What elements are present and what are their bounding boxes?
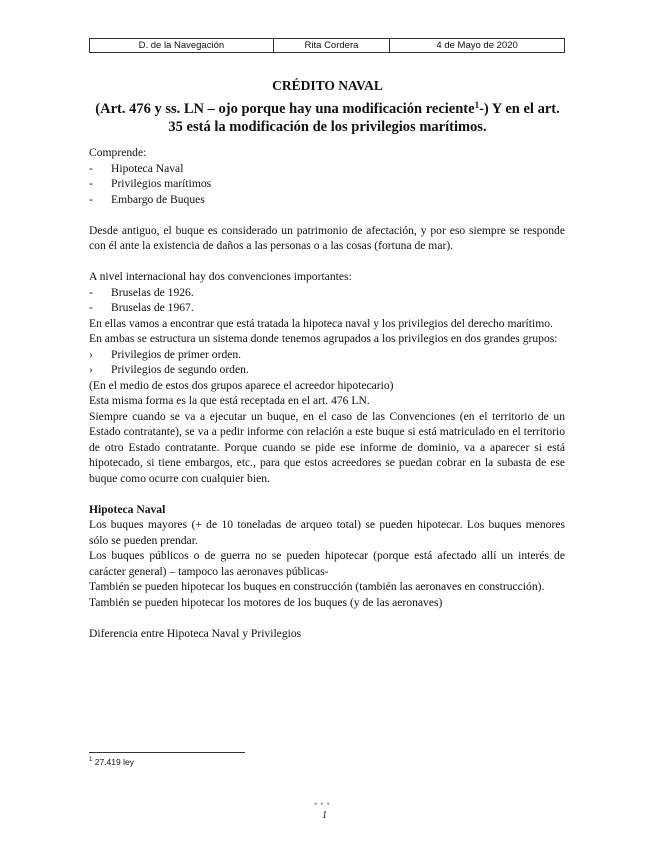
list-item	[89, 285, 565, 301]
page-number: 1	[322, 810, 327, 821]
list-item	[89, 192, 565, 208]
list-item-text: Privilegios marítimos	[111, 177, 212, 190]
footnote-ref[interactable]: 1	[474, 100, 480, 110]
paragraph-medio: (En el medio de estos dos grupos aparece el acreedor hipotecario)	[89, 378, 394, 392]
page-dots-icon: •••	[313, 800, 332, 810]
list-item	[89, 176, 565, 192]
header-date: 4 de Mayo de 2020	[390, 39, 565, 53]
list-item-text: Privilegios de primer orden.	[111, 347, 242, 361]
section-heading-hipoteca: Hipoteca Naval	[89, 502, 166, 516]
paragraph-siempre: Siempre cuando se va a ejecutar un buque, en el caso de las Convenciones (en el territorio de un Estado contratante), se va a pedir informe con relación a este buque si está matriculado en el territorio de otro Estado contratante. Porque cuando se pide ese informe de dominio, va a aparecer si está hipotecado, si tiene embargos, etc., para que estos acreedores se puedan cobrar en la subasta de ese buque como ocurre con cualquier bien.	[89, 409, 565, 485]
list-item-text: Bruselas de 1926.	[111, 285, 194, 299]
bullet-dash: -	[89, 285, 93, 299]
convenciones-heading: A nivel internacional hay dos convenciones importantes:	[89, 270, 352, 283]
paragraph-ellas: En ellas vamos a encontrar que está tratada la hipoteca naval y los privilegios del derecho marítimo.	[89, 316, 553, 330]
list-item-text: Embargo de Buques	[111, 192, 205, 206]
page-title: CRÉDITO NAVAL	[272, 78, 383, 93]
header-author: Rita Cordera	[273, 39, 389, 53]
header-subject: D. de la Navegación	[90, 39, 274, 53]
paragraph-hipoteca-3: También se pueden hipotecar los buques en construcción (también las aeronaves en construcción).	[89, 580, 545, 593]
bullet-dash: -	[89, 161, 93, 175]
footnote-text: 27.419 ley	[94, 757, 134, 767]
bullet-dash: -	[89, 301, 93, 314]
comprende-heading: Comprende:	[89, 146, 147, 159]
paragraph-forma: Esta misma forma es la que está receptada en el art. 476 LN.	[89, 394, 370, 407]
bullet-arrow: ›	[89, 347, 93, 361]
paragraph-hipoteca-4: También se pueden hipotecar los motores de los buques (y de las aeronaves)	[89, 595, 443, 609]
paragraph-hipoteca-2: Los buques públicos o de guerra no se pueden hipotecar (porque está afectado allí un interés de carácter general) – tampoco las aeronaves públicas-	[89, 549, 565, 578]
footnote-number: 1	[89, 757, 93, 763]
paragraph-diferencia: Diferencia entre Hipoteca Naval y Privilegios	[89, 626, 302, 640]
list-item-text: Hipoteca Naval	[111, 161, 184, 175]
header-table	[89, 38, 565, 53]
paragraph-antiguo: Desde antiguo, el buque es considerado un patrimonio de afectación, y por eso siempre se responde con él ante la existencia de daños a las personas o a las cosas (fortuna de mar).	[89, 223, 565, 252]
page-subtitle	[60, 96, 595, 136]
list-item	[89, 347, 565, 363]
subtitle-part-b: -) Y en el art.	[479, 101, 560, 117]
document-body	[89, 145, 565, 641]
list-item-text: Privilegios de segundo orden.	[111, 363, 249, 376]
paragraph-hipoteca-1: Los buques mayores (+ de 10 toneladas de arqueo total) se pueden hipotecar. Los buques menores sólo se pueden prendar.	[89, 518, 565, 547]
footnote	[89, 757, 134, 767]
paragraph-ambas: En ambas se estructura un sistema donde tenemos agrupados a los privilegios en dos grandes grupos:	[89, 332, 558, 345]
bullet-dash: -	[89, 192, 93, 206]
bullet-dash: -	[89, 177, 93, 190]
list-item	[89, 300, 565, 316]
list-item	[89, 362, 565, 378]
bullet-arrow: ›	[89, 363, 93, 376]
list-item-text: Bruselas de 1967.	[111, 301, 194, 314]
list-item	[89, 161, 565, 177]
subtitle-part-a: (Art. 476 y ss. LN – ojo porque hay una modificación reciente	[95, 101, 475, 117]
footnote-separator	[89, 752, 245, 753]
subtitle-part-c: 35 está la modificación de los privilegios marítimos.	[168, 119, 487, 135]
